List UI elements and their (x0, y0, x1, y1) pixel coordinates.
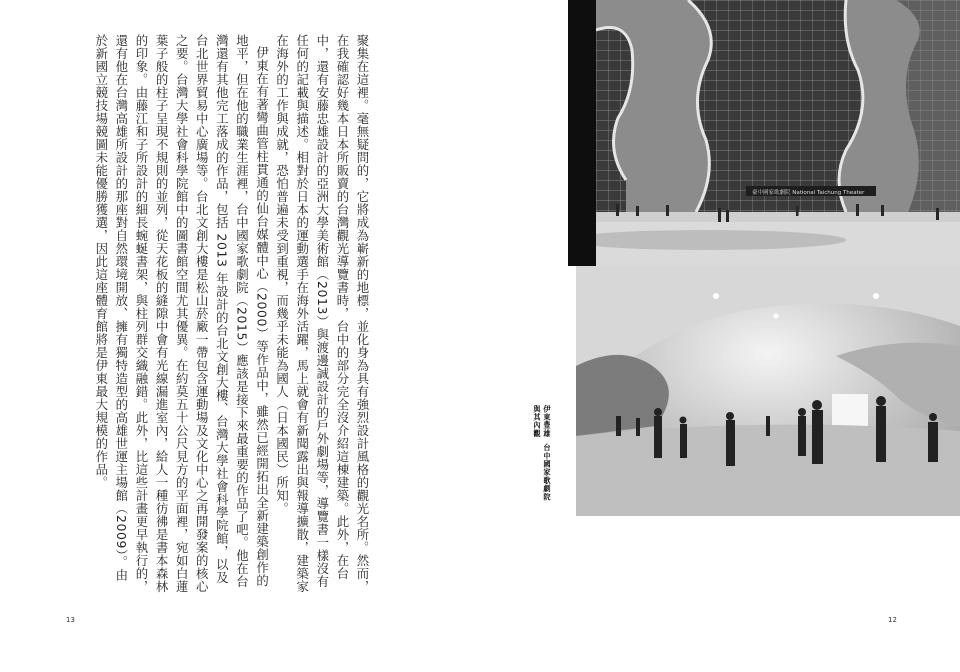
paragraph-1: 聚集在這裡。毫無疑問的，它將成為嶄新的地標，並化身為具有強烈設計風格的觀光名所。然而，在我確認好幾本日本所販賣的台灣觀光導覽書時，台中的部分完全沒介紹這棟建築。此外，在台中，還有安藤忠雄設計的亞洲大學美術館（2013）與渡邊誠設計的戶外劇場等，導覽書一樣沒有任何的記載與描述。相對於日本的運動選手在海外活躍，馬上就會有新聞露出與報導擴散，建築家在海外的工作與成就，恐怕普遍未受到重視，而幾乎未能為國人（日本國民）所知。 (274, 34, 370, 593)
paragraph-2: 伊東在有著彎曲管柱貫通的仙台媒體中心（2000）等作品中，雖然已經開拓出全新建築創作的地平，但在他的職業生涯裡，台中國家歌劇院（2015）應該是接下來最重要的作品了吧。他在台灣還有其他完工落成的作品，包括 2013 年設計的台北文創大樓、台灣大學社會科學院館，以及台北世界貿易中心廣場等。台北文創大樓是松山菸廠一帶包含運動場及文化中心之再開發案的核心之要。台灣大學社會科學院館中的圖書館空間尤其優異。在約莫五十公尺見方的平面裡，宛如白蓮葉子般的柱子呈現不規則的並列，從天花板的縫隙中會有光線漏進室內，給人一種彷彿是書本森林的印象。由藤江和子所設計的細長蜿蜒書架，與柱列群交織融錯。此外，比這些計畫更早執行的，還有他在台灣高雄所設計的那座對自然環境開放、擁有獨特造型的高雄世運主場館（2009）。由於新國立競技場競圖未能優勝獲選，因此這座體育館將是伊東最大規模的作品。 (93, 34, 270, 593)
photo-caption (532, 405, 552, 505)
page-number-right: 12 (888, 616, 897, 624)
theater-signage: 臺中國家歌劇院 National Taichung Theater (752, 190, 865, 196)
caption-label: 伊東豊雄 (543, 405, 552, 438)
caption-text: 台中國家歌劇院與其內觀 (533, 405, 552, 502)
opera-house-exterior-photo (596, 0, 960, 266)
page-number-left: 13 (66, 616, 75, 624)
opera-house-interior-photo (576, 266, 960, 516)
body-text (52, 34, 372, 594)
black-bleed-bar (568, 0, 596, 266)
